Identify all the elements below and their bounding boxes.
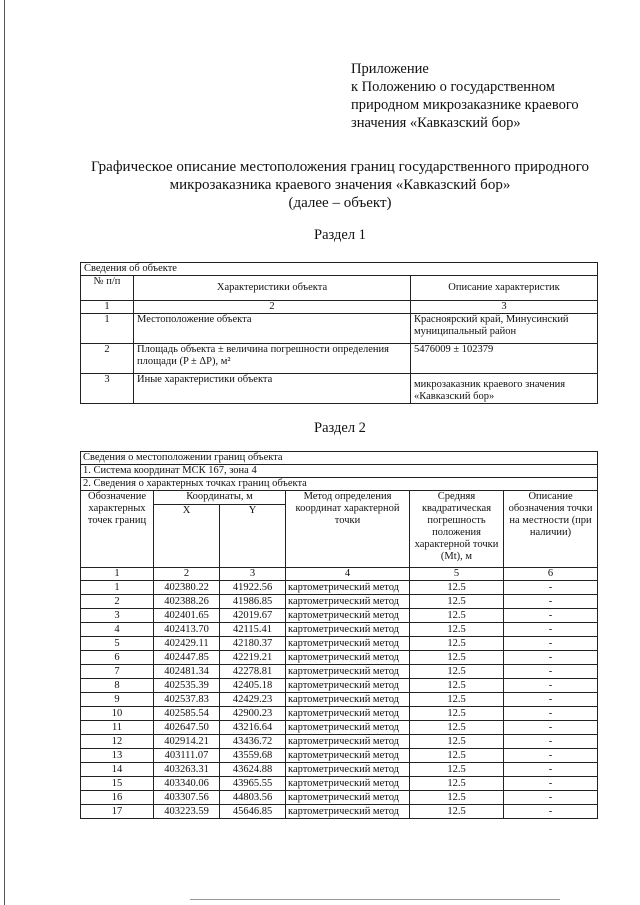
appendix-line: природном микрозаказнике краевого: [351, 97, 579, 113]
method-cell: картометрический метод: [286, 595, 410, 609]
note-cell: -: [504, 805, 598, 819]
table-row: [81, 679, 598, 693]
point-number-cell: 11: [81, 721, 154, 735]
table-row: [81, 777, 598, 791]
x-coordinate-cell: 403223.59: [154, 805, 220, 819]
x-coordinate-cell: 402429.11: [154, 637, 220, 651]
x-coordinate-cell: 402585.54: [154, 707, 220, 721]
point-number-cell: 3: [81, 609, 154, 623]
note-cell: -: [504, 623, 598, 637]
appendix-line: значения «Кавказский бор»: [351, 115, 521, 131]
column-number: 1: [81, 301, 134, 314]
method-cell: картометрический метод: [286, 637, 410, 651]
method-cell: картометрический метод: [286, 791, 410, 805]
point-number-cell: 5: [81, 637, 154, 651]
x-coordinate-cell: 402537.83: [154, 693, 220, 707]
note-cell: -: [504, 665, 598, 679]
column-header-y: Y: [220, 505, 286, 568]
note-cell: -: [504, 707, 598, 721]
y-coordinate-cell: 43624.88: [220, 763, 286, 777]
note-cell: -: [504, 693, 598, 707]
x-coordinate-cell: 403111.07: [154, 749, 220, 763]
description-cell: микрозаказник краевого значения «Кавказский бор»: [411, 374, 598, 404]
column-number: 2: [154, 568, 220, 581]
table-row: [81, 791, 598, 805]
method-cell: картометрический метод: [286, 679, 410, 693]
error-cell: 12.5: [410, 623, 504, 637]
table-row: [81, 707, 598, 721]
y-coordinate-cell: 41986.85: [220, 595, 286, 609]
column-number: 3: [220, 568, 286, 581]
table-row: [81, 693, 598, 707]
note-cell: -: [504, 595, 598, 609]
note-cell: -: [504, 763, 598, 777]
point-number-cell: 10: [81, 707, 154, 721]
note-cell: -: [504, 735, 598, 749]
y-coordinate-cell: 42405.18: [220, 679, 286, 693]
characteristic-cell: Местоположение объекта: [134, 314, 411, 344]
column-header-error: Средняя квадратическая погрешность положения характерной точки (Mt), м: [410, 491, 504, 568]
error-cell: 12.5: [410, 749, 504, 763]
error-cell: 12.5: [410, 665, 504, 679]
y-coordinate-cell: 45646.85: [220, 805, 286, 819]
x-coordinate-cell: 403263.31: [154, 763, 220, 777]
column-number: 5: [410, 568, 504, 581]
column-header-x: X: [154, 505, 220, 568]
x-coordinate-cell: 402401.65: [154, 609, 220, 623]
object-info-table: [80, 262, 598, 404]
error-cell: 12.5: [410, 805, 504, 819]
error-cell: 12.5: [410, 777, 504, 791]
method-cell: картометрический метод: [286, 763, 410, 777]
note-cell: -: [504, 651, 598, 665]
y-coordinate-cell: 41922.56: [220, 581, 286, 595]
method-cell: картометрический метод: [286, 777, 410, 791]
table-row: [81, 763, 598, 777]
table-row: [81, 623, 598, 637]
characteristic-cell: Площадь объекта ± величина погрешности определения площади (P ± ΔP), м²: [134, 344, 411, 374]
column-number: 6: [504, 568, 598, 581]
column-header-characteristics: Характеристики объекта: [134, 276, 411, 301]
error-cell: 12.5: [410, 637, 504, 651]
table-row: [81, 665, 598, 679]
section-2-heading: Раздел 2: [314, 420, 366, 436]
x-coordinate-cell: 402388.26: [154, 595, 220, 609]
row-number: 2: [81, 344, 134, 374]
point-number-cell: 16: [81, 791, 154, 805]
title-line: (далее – объект): [288, 195, 392, 211]
y-coordinate-cell: 43216.64: [220, 721, 286, 735]
point-number-cell: 2: [81, 595, 154, 609]
y-coordinate-cell: 42115.41: [220, 623, 286, 637]
point-number-cell: 6: [81, 651, 154, 665]
y-coordinate-cell: 43559.68: [220, 749, 286, 763]
method-cell: картометрический метод: [286, 609, 410, 623]
column-header-coordinates: Координаты, м: [154, 491, 286, 505]
description-cell: Красноярский край, Минусинский муниципальный район: [411, 314, 598, 344]
y-coordinate-cell: 42180.37: [220, 637, 286, 651]
error-cell: 12.5: [410, 595, 504, 609]
table-row: [81, 651, 598, 665]
y-coordinate-cell: 44803.56: [220, 791, 286, 805]
method-cell: картометрический метод: [286, 623, 410, 637]
note-cell: -: [504, 749, 598, 763]
point-number-cell: 12: [81, 735, 154, 749]
x-coordinate-cell: 402481.34: [154, 665, 220, 679]
note-cell: -: [504, 581, 598, 595]
column-number: 2: [134, 301, 411, 314]
boundary-points-table: [80, 451, 598, 819]
x-coordinate-cell: 402914.21: [154, 735, 220, 749]
error-cell: 12.5: [410, 693, 504, 707]
method-cell: картометрический метод: [286, 581, 410, 595]
point-number-cell: 1: [81, 581, 154, 595]
coordinate-system: 1. Система координат МСК 167, зона 4: [81, 465, 598, 478]
error-cell: 12.5: [410, 721, 504, 735]
point-number-cell: 7: [81, 665, 154, 679]
method-cell: картометрический метод: [286, 651, 410, 665]
point-number-cell: 8: [81, 679, 154, 693]
row-number: 3: [81, 374, 134, 404]
point-number-cell: 17: [81, 805, 154, 819]
x-coordinate-cell: 402647.50: [154, 721, 220, 735]
table-caption: Сведения об объекте: [81, 263, 598, 276]
note-cell: -: [504, 609, 598, 623]
y-coordinate-cell: 42278.81: [220, 665, 286, 679]
x-coordinate-cell: 403307.56: [154, 791, 220, 805]
error-cell: 12.5: [410, 735, 504, 749]
title-line: Графическое описание местоположения границ государственного природного: [90, 159, 590, 175]
method-cell: картометрический метод: [286, 735, 410, 749]
x-coordinate-cell: 402413.70: [154, 623, 220, 637]
y-coordinate-cell: 42219.21: [220, 651, 286, 665]
method-cell: картометрический метод: [286, 805, 410, 819]
note-cell: -: [504, 791, 598, 805]
x-coordinate-cell: 402535.39: [154, 679, 220, 693]
characteristic-cell: Иные характеристики объекта: [134, 374, 411, 404]
column-header-num: № п/п: [81, 276, 134, 301]
point-number-cell: 4: [81, 623, 154, 637]
column-header-method: Метод определения координат характерной точки: [286, 491, 410, 568]
description-cell: 5476009 ± 102379: [411, 344, 598, 374]
appendix-line: к Положению о государственном: [351, 79, 555, 95]
table-row: [81, 749, 598, 763]
y-coordinate-cell: 42900.23: [220, 707, 286, 721]
x-coordinate-cell: 402447.85: [154, 651, 220, 665]
row-number: 1: [81, 314, 134, 344]
appendix-line: Приложение: [351, 61, 429, 77]
point-number-cell: 9: [81, 693, 154, 707]
y-coordinate-cell: 43965.55: [220, 777, 286, 791]
y-coordinate-cell: 42019.67: [220, 609, 286, 623]
column-header-designation: Обозначение характерных точек границ: [81, 491, 154, 568]
error-cell: 12.5: [410, 679, 504, 693]
error-cell: 12.5: [410, 791, 504, 805]
points-caption: 2. Сведения о характерных точках границ объекта: [81, 478, 598, 491]
note-cell: -: [504, 679, 598, 693]
note-cell: -: [504, 637, 598, 651]
x-coordinate-cell: 402380.22: [154, 581, 220, 595]
page-left-edge: [4, 0, 5, 905]
table-row: [81, 805, 598, 819]
section-1-heading: Раздел 1: [314, 227, 366, 243]
error-cell: 12.5: [410, 581, 504, 595]
appendix-header: [351, 60, 579, 132]
method-cell: картометрический метод: [286, 721, 410, 735]
point-number-cell: 15: [81, 777, 154, 791]
column-number: 4: [286, 568, 410, 581]
table-caption: Сведения о местоположении границ объекта: [81, 452, 598, 465]
column-header-description: Описание характеристик: [411, 276, 598, 301]
column-number: 1: [81, 568, 154, 581]
point-number-cell: 13: [81, 749, 154, 763]
table-row: [81, 637, 598, 651]
footer-rule: [190, 899, 560, 900]
column-number: 3: [411, 301, 598, 314]
column-header-notes: Описание обозначения точки на местности (при наличии): [504, 491, 598, 568]
method-cell: картометрический метод: [286, 693, 410, 707]
table-row: [81, 581, 598, 595]
y-coordinate-cell: 43436.72: [220, 735, 286, 749]
note-cell: -: [504, 721, 598, 735]
error-cell: 12.5: [410, 763, 504, 777]
boundary-point-rows: [81, 581, 598, 819]
table-row: [81, 721, 598, 735]
error-cell: 12.5: [410, 651, 504, 665]
error-cell: 12.5: [410, 707, 504, 721]
table-row: [81, 595, 598, 609]
y-coordinate-cell: 42429.23: [220, 693, 286, 707]
x-coordinate-cell: 403340.06: [154, 777, 220, 791]
method-cell: картометрический метод: [286, 749, 410, 763]
error-cell: 12.5: [410, 609, 504, 623]
table-row: [81, 609, 598, 623]
method-cell: картометрический метод: [286, 665, 410, 679]
document-title: [40, 158, 640, 212]
note-cell: -: [504, 777, 598, 791]
point-number-cell: 14: [81, 763, 154, 777]
method-cell: картометрический метод: [286, 707, 410, 721]
table-row: [81, 735, 598, 749]
title-line: микрозаказника краевого значения «Кавказский бор»: [169, 177, 511, 193]
